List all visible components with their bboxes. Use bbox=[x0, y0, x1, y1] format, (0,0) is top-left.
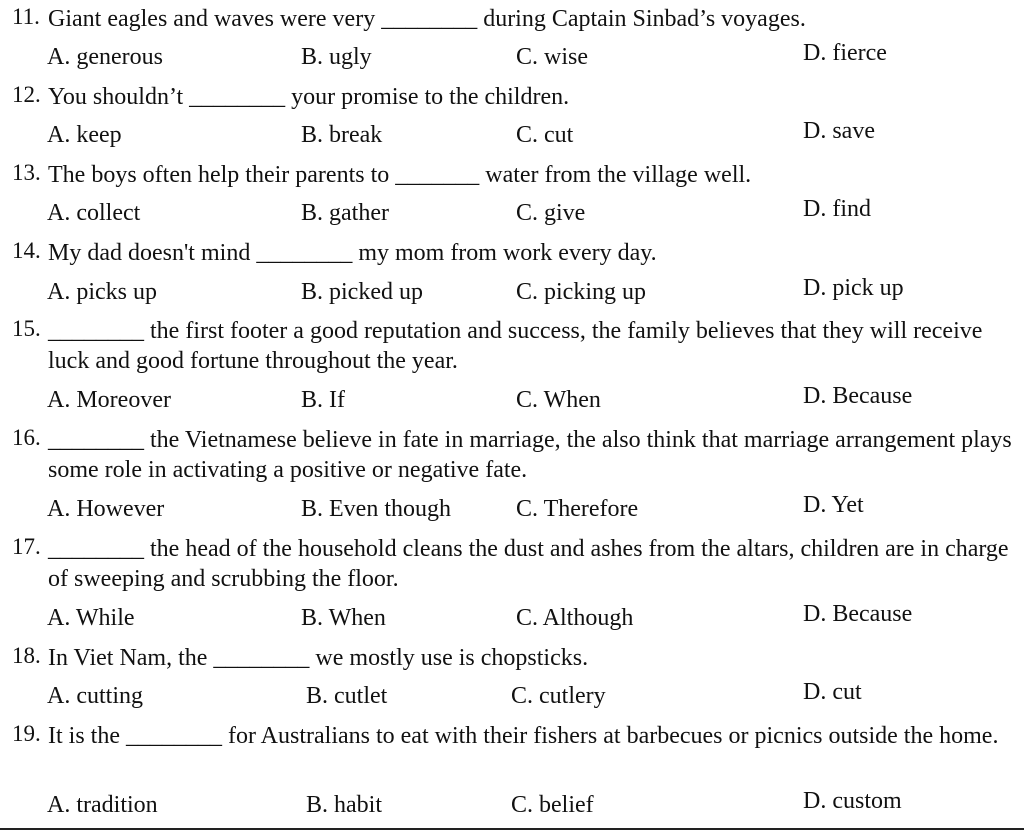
option-b: B. When bbox=[301, 605, 386, 631]
question-stem: Giant eagles and waves were very ________ during Captain Sinbad’s voyages. bbox=[48, 6, 806, 32]
option-a: A. keep bbox=[47, 122, 122, 148]
answer-blank: ________ bbox=[48, 318, 144, 344]
answer-blank: ________ bbox=[381, 6, 478, 32]
option-b: B. break bbox=[301, 122, 383, 148]
answer-blank: _______ bbox=[395, 162, 480, 188]
answer-blank: ________ bbox=[213, 645, 310, 671]
answer-blank: ________ bbox=[189, 84, 286, 110]
option-d: D. Because bbox=[803, 383, 913, 409]
option-d: D. custom bbox=[803, 788, 902, 814]
question-number: 11. bbox=[12, 4, 40, 29]
question-number: 16. bbox=[12, 425, 41, 450]
question-stem: You shouldn’t ________ your promise to the children. bbox=[48, 84, 570, 110]
question-stem: The boys often help their parents to _______ water from the village well. bbox=[48, 162, 752, 188]
answer-blank: ________ bbox=[126, 723, 222, 749]
question-number: 15. bbox=[12, 316, 41, 341]
option-a: A. However bbox=[47, 496, 165, 522]
option-c: C. picking up bbox=[516, 279, 646, 305]
question-number: 19. bbox=[12, 721, 41, 746]
option-a: A. cutting bbox=[47, 683, 143, 709]
question-number: 14. bbox=[12, 238, 41, 263]
option-c: C. Therefore bbox=[516, 496, 639, 522]
question-number: 17. bbox=[12, 534, 41, 559]
option-a: A. generous bbox=[47, 44, 163, 70]
option-d: D. Yet bbox=[803, 492, 864, 518]
answer-blank: ________ bbox=[256, 240, 353, 266]
option-d: D. Because bbox=[803, 601, 913, 627]
option-c: C. wise bbox=[516, 44, 588, 70]
option-a: A. tradition bbox=[47, 792, 158, 818]
option-b: B. habit bbox=[306, 792, 382, 818]
option-c: C. Although bbox=[516, 605, 634, 631]
question-stem: ________ the head of the household cleans the dust and ashes from the altars, children are in charge of sweeping and scrubbing the floor. bbox=[48, 536, 1009, 592]
option-d: D. pick up bbox=[803, 275, 904, 301]
option-d: D. find bbox=[803, 196, 871, 222]
question-stem: ________ the first footer a good reputation and success, the family believes that they will receive luck and good fortune throughout the year. bbox=[48, 318, 983, 374]
question-number: 18. bbox=[12, 643, 41, 668]
option-a: A. collect bbox=[47, 200, 141, 226]
question-stem: My dad doesn't mind ________ my mom from work every day. bbox=[48, 240, 657, 266]
answer-blank: ________ bbox=[48, 536, 144, 562]
option-a: A. picks up bbox=[47, 279, 157, 305]
option-c: C. give bbox=[516, 200, 586, 226]
option-b: B. If bbox=[301, 387, 345, 413]
question-number: 13. bbox=[12, 160, 41, 185]
option-b: B. Even though bbox=[301, 496, 451, 522]
option-a: A. Moreover bbox=[47, 387, 171, 413]
option-b: B. ugly bbox=[301, 44, 372, 70]
option-b: B. gather bbox=[301, 200, 389, 226]
question-stem: In Viet Nam, the ________ we mostly use is chopsticks. bbox=[48, 645, 589, 671]
option-c: C. cut bbox=[516, 122, 574, 148]
option-d: D. cut bbox=[803, 679, 862, 705]
question-number: 12. bbox=[12, 82, 41, 107]
option-d: D. fierce bbox=[803, 40, 887, 66]
option-c: C. When bbox=[516, 387, 601, 413]
question-stem: It is the ________ for Australians to eat with their fishers at barbecues or picnics outside the home. bbox=[48, 723, 999, 749]
bottom-divider bbox=[0, 828, 1024, 830]
option-b: B. cutlet bbox=[306, 683, 388, 709]
option-a: A. While bbox=[47, 605, 135, 631]
option-c: C. cutlery bbox=[511, 683, 606, 709]
option-b: B. picked up bbox=[301, 279, 423, 305]
option-d: D. save bbox=[803, 118, 875, 144]
option-c: C. belief bbox=[511, 792, 594, 818]
question-stem: ________ the Vietnamese believe in fate in marriage, the also think that marriage arrangement plays some role in activating a positive or negative fate. bbox=[48, 427, 1012, 483]
answer-blank: ________ bbox=[48, 427, 144, 453]
